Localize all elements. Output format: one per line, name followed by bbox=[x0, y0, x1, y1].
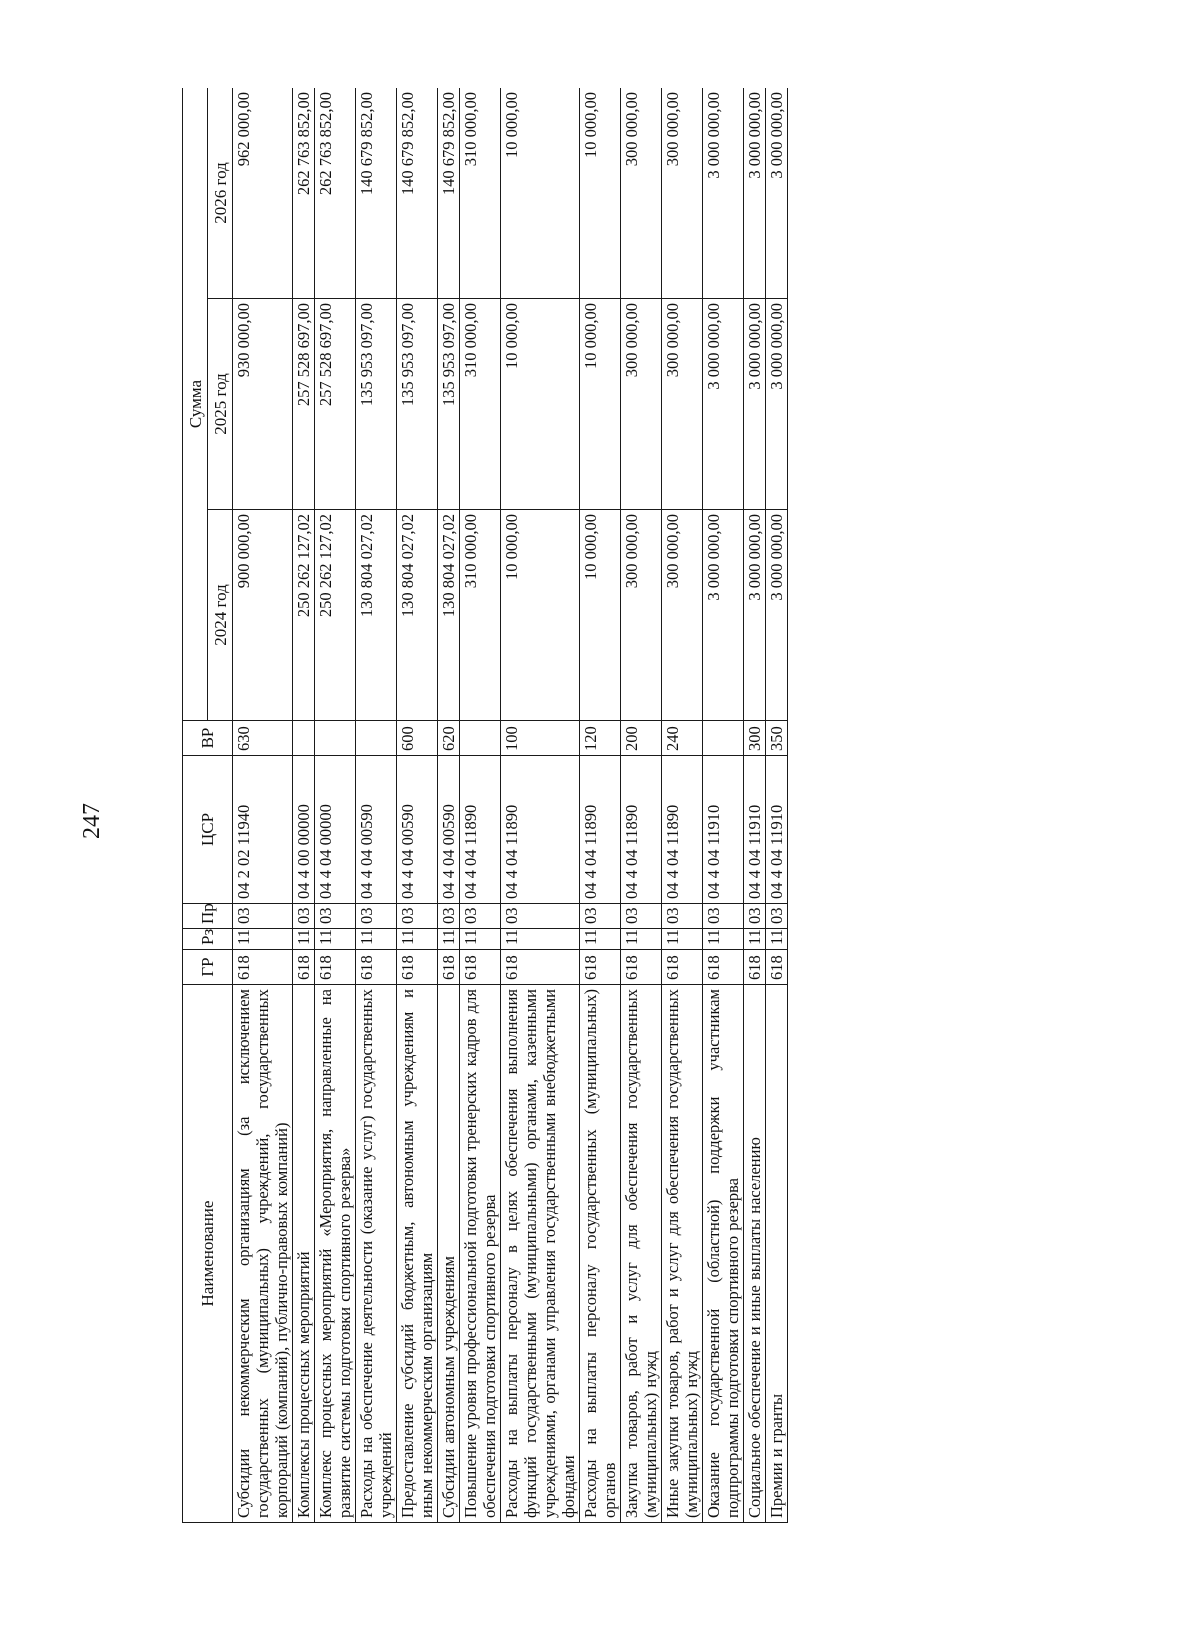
row-vr bbox=[356, 721, 397, 756]
row-gr: 618 bbox=[356, 950, 397, 985]
row-rz: 11 bbox=[662, 929, 703, 950]
header-csr: ЦСР bbox=[183, 756, 233, 904]
row-gr: 618 bbox=[233, 950, 293, 985]
row-name: Комплекс процессных мероприятий «Мероприятия, направленные на развитие системы подготовки спортивного резерва» bbox=[315, 985, 356, 1523]
row-amount-2024: 250 262 127,02 bbox=[293, 510, 315, 721]
row-pr: 03 bbox=[703, 904, 744, 929]
row-pr: 03 bbox=[397, 904, 438, 929]
row-vr: 200 bbox=[621, 721, 662, 756]
table-row bbox=[766, 88, 788, 1523]
row-gr: 618 bbox=[766, 950, 788, 985]
row-amount-2026: 10 000,00 bbox=[501, 88, 580, 299]
row-pr: 03 bbox=[460, 904, 501, 929]
header-year-2025: 2025 год bbox=[208, 299, 233, 510]
table-row bbox=[293, 88, 315, 1523]
row-gr: 618 bbox=[621, 950, 662, 985]
row-csr: 04 4 04 00590 bbox=[397, 756, 438, 904]
table-row bbox=[662, 88, 703, 1523]
row-amount-2025: 3 000 000,00 bbox=[766, 299, 788, 510]
row-amount-2025: 930 000,00 bbox=[233, 299, 293, 510]
row-name: Субсидии автономным учреждениям bbox=[438, 985, 460, 1523]
row-gr: 618 bbox=[293, 950, 315, 985]
row-rz: 11 bbox=[766, 929, 788, 950]
row-amount-2025: 135 953 097,00 bbox=[397, 299, 438, 510]
header-gr: ГР bbox=[183, 950, 233, 985]
row-amount-2025: 3 000 000,00 bbox=[703, 299, 744, 510]
row-pr: 03 bbox=[766, 904, 788, 929]
row-csr: 04 4 04 00590 bbox=[438, 756, 460, 904]
row-rz: 11 bbox=[621, 929, 662, 950]
row-amount-2024: 3 000 000,00 bbox=[703, 510, 744, 721]
row-csr: 04 4 00 00000 bbox=[293, 756, 315, 904]
table-body bbox=[233, 88, 788, 1523]
row-csr: 04 4 04 11890 bbox=[460, 756, 501, 904]
row-vr bbox=[460, 721, 501, 756]
row-pr: 03 bbox=[293, 904, 315, 929]
table-row bbox=[356, 88, 397, 1523]
row-gr: 618 bbox=[580, 950, 621, 985]
row-name: Закупка товаров, работ и услуг для обеспечения государственных (муниципальных) нужд bbox=[621, 985, 662, 1523]
row-gr: 618 bbox=[703, 950, 744, 985]
row-amount-2025: 310 000,00 bbox=[460, 299, 501, 510]
table-row bbox=[580, 88, 621, 1523]
row-rz: 11 bbox=[356, 929, 397, 950]
row-pr: 03 bbox=[662, 904, 703, 929]
row-rz: 11 bbox=[744, 929, 766, 950]
row-csr: 04 4 04 11890 bbox=[580, 756, 621, 904]
row-amount-2025: 10 000,00 bbox=[501, 299, 580, 510]
row-rz: 11 bbox=[397, 929, 438, 950]
rotated-table-container bbox=[182, 88, 1082, 1523]
row-name: Расходы на обеспечение деятельности (оказание услуг) государственных учреждений bbox=[356, 985, 397, 1523]
row-pr: 03 bbox=[621, 904, 662, 929]
row-amount-2024: 130 804 027,02 bbox=[397, 510, 438, 721]
table-row bbox=[460, 88, 501, 1523]
row-vr: 630 bbox=[233, 721, 293, 756]
row-rz: 11 bbox=[703, 929, 744, 950]
row-gr: 618 bbox=[501, 950, 580, 985]
table-row bbox=[501, 88, 580, 1523]
row-amount-2026: 140 679 852,00 bbox=[356, 88, 397, 299]
row-gr: 618 bbox=[397, 950, 438, 985]
row-amount-2024: 130 804 027,02 bbox=[356, 510, 397, 721]
row-amount-2026: 3 000 000,00 bbox=[744, 88, 766, 299]
row-amount-2025: 300 000,00 bbox=[621, 299, 662, 510]
row-pr: 03 bbox=[356, 904, 397, 929]
row-amount-2026: 10 000,00 bbox=[580, 88, 621, 299]
row-name: Расходы на выплаты персоналу в целях обеспечения выполнения функций государственными (муниципальными) органами, казенными учреждениями, органами управления государственными внебюджетными фондами bbox=[501, 985, 580, 1523]
header-sum: Сумма bbox=[183, 88, 208, 721]
header-rz: Рз bbox=[183, 929, 233, 950]
row-amount-2026: 962 000,00 bbox=[233, 88, 293, 299]
row-vr: 620 bbox=[438, 721, 460, 756]
row-amount-2026: 310 000,00 bbox=[460, 88, 501, 299]
header-year-2026: 2026 год bbox=[208, 88, 233, 299]
row-vr: 120 bbox=[580, 721, 621, 756]
row-name: Расходы на выплаты персоналу государственных (муниципальных) органов bbox=[580, 985, 621, 1523]
row-amount-2024: 10 000,00 bbox=[580, 510, 621, 721]
row-vr: 350 bbox=[766, 721, 788, 756]
row-vr bbox=[703, 721, 744, 756]
budget-table bbox=[182, 88, 788, 1523]
row-csr: 04 4 04 11910 bbox=[744, 756, 766, 904]
row-amount-2025: 135 953 097,00 bbox=[438, 299, 460, 510]
row-amount-2024: 300 000,00 bbox=[662, 510, 703, 721]
row-name: Премии и гранты bbox=[766, 985, 788, 1523]
row-vr bbox=[315, 721, 356, 756]
table-row bbox=[703, 88, 744, 1523]
row-rz: 11 bbox=[438, 929, 460, 950]
row-pr: 03 bbox=[233, 904, 293, 929]
table-frame bbox=[182, 88, 1082, 1523]
row-amount-2025: 10 000,00 bbox=[580, 299, 621, 510]
row-amount-2025: 135 953 097,00 bbox=[356, 299, 397, 510]
row-vr: 100 bbox=[501, 721, 580, 756]
row-vr bbox=[293, 721, 315, 756]
row-amount-2026: 262 763 852,00 bbox=[293, 88, 315, 299]
row-amount-2026: 262 763 852,00 bbox=[315, 88, 356, 299]
row-vr: 240 bbox=[662, 721, 703, 756]
row-name: Предоставление субсидий бюджетным, автономным учреждениям и иным некоммерческим организациям bbox=[397, 985, 438, 1523]
row-csr: 04 4 04 11890 bbox=[662, 756, 703, 904]
row-pr: 03 bbox=[501, 904, 580, 929]
row-vr: 600 bbox=[397, 721, 438, 756]
table-row bbox=[744, 88, 766, 1523]
row-amount-2024: 310 000,00 bbox=[460, 510, 501, 721]
header-year-2024: 2024 год bbox=[208, 510, 233, 721]
row-csr: 04 2 02 11940 bbox=[233, 756, 293, 904]
row-amount-2026: 300 000,00 bbox=[621, 88, 662, 299]
row-name: Комплексы процессных мероприятий bbox=[293, 985, 315, 1523]
row-amount-2024: 3 000 000,00 bbox=[744, 510, 766, 721]
row-amount-2024: 130 804 027,02 bbox=[438, 510, 460, 721]
table-row bbox=[233, 88, 293, 1523]
row-amount-2024: 250 262 127,02 bbox=[315, 510, 356, 721]
row-rz: 11 bbox=[233, 929, 293, 950]
row-pr: 03 bbox=[315, 904, 356, 929]
row-amount-2025: 257 528 697,00 bbox=[315, 299, 356, 510]
row-name: Субсидии некоммерческим организациям (за исключением государственных (муниципальных) учреждений, государственных корпораций (компаний), публично-правовых компаний) bbox=[233, 985, 293, 1523]
row-amount-2026: 300 000,00 bbox=[662, 88, 703, 299]
row-rz: 11 bbox=[501, 929, 580, 950]
row-csr: 04 4 04 00000 bbox=[315, 756, 356, 904]
row-amount-2024: 300 000,00 bbox=[621, 510, 662, 721]
row-rz: 11 bbox=[460, 929, 501, 950]
page-number: 247 bbox=[79, 803, 105, 839]
row-name: Оказание государственной (областной) поддержки участникам подпрограммы подготовки спортивного резерва bbox=[703, 985, 744, 1523]
row-amount-2026: 3 000 000,00 bbox=[703, 88, 744, 299]
row-amount-2026: 3 000 000,00 bbox=[766, 88, 788, 299]
row-csr: 04 4 04 11910 bbox=[703, 756, 744, 904]
header-name: Наименование bbox=[183, 985, 233, 1523]
row-rz: 11 bbox=[315, 929, 356, 950]
table-row bbox=[621, 88, 662, 1523]
row-amount-2026: 140 679 852,00 bbox=[438, 88, 460, 299]
row-rz: 11 bbox=[293, 929, 315, 950]
row-amount-2024: 900 000,00 bbox=[233, 510, 293, 721]
row-vr: 300 bbox=[744, 721, 766, 756]
row-pr: 03 bbox=[438, 904, 460, 929]
row-pr: 03 bbox=[744, 904, 766, 929]
row-name: Иные закупки товаров, работ и услуг для обеспечения государственных (муниципальных) нужд bbox=[662, 985, 703, 1523]
row-csr: 04 4 04 11910 bbox=[766, 756, 788, 904]
row-amount-2024: 10 000,00 bbox=[501, 510, 580, 721]
header-vr: ВР bbox=[183, 721, 233, 756]
table-row bbox=[438, 88, 460, 1523]
row-name: Повышение уровня профессиональной подготовки тренерских кадров для обеспечения подготовки спортивного резерва bbox=[460, 985, 501, 1523]
row-csr: 04 4 04 11890 bbox=[621, 756, 662, 904]
row-amount-2025: 3 000 000,00 bbox=[744, 299, 766, 510]
row-gr: 618 bbox=[438, 950, 460, 985]
row-gr: 618 bbox=[662, 950, 703, 985]
row-gr: 618 bbox=[315, 950, 356, 985]
row-amount-2025: 300 000,00 bbox=[662, 299, 703, 510]
row-csr: 04 4 04 11890 bbox=[501, 756, 580, 904]
row-amount-2024: 3 000 000,00 bbox=[766, 510, 788, 721]
row-csr: 04 4 04 00590 bbox=[356, 756, 397, 904]
header-pr: Пр bbox=[183, 904, 233, 929]
row-name: Социальное обеспечение и иные выплаты населению bbox=[744, 985, 766, 1523]
table-row bbox=[397, 88, 438, 1523]
row-rz: 11 bbox=[580, 929, 621, 950]
row-amount-2026: 140 679 852,00 bbox=[397, 88, 438, 299]
table-header bbox=[183, 88, 233, 1523]
row-amount-2025: 257 528 697,00 bbox=[293, 299, 315, 510]
table-row bbox=[315, 88, 356, 1523]
row-gr: 618 bbox=[460, 950, 501, 985]
row-gr: 618 bbox=[744, 950, 766, 985]
row-pr: 03 bbox=[580, 904, 621, 929]
